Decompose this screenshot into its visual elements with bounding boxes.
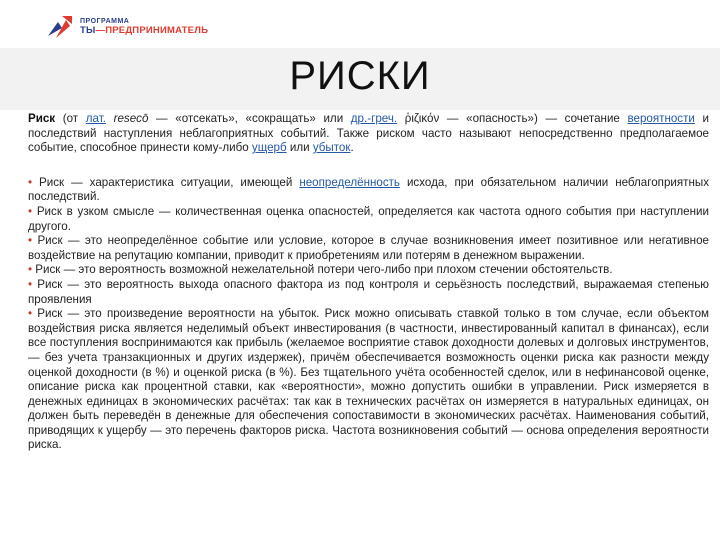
item-term: Риск	[35, 263, 61, 277]
item-text-pre: — характеристика ситуации, имеющей	[64, 175, 300, 189]
uncertainty-link[interactable]: неопределённость	[299, 175, 400, 189]
logo-line1: ПРОГРАММА	[80, 18, 130, 26]
definition-item	[28, 234, 709, 263]
item-text-post: исхода, при обязательном наличии неблагоприятных последствий.	[28, 175, 710, 204]
logo-line2-a: ТЫ	[80, 25, 96, 37]
item-text: — это вероятность выхода опасного фактора из под контроля и серьёзность последствий, выражаемая степенью проявления	[28, 277, 709, 306]
latin-link[interactable]: лат.	[85, 112, 106, 125]
item-term: Риск	[37, 277, 63, 291]
item-term: Риск	[37, 234, 63, 248]
bullet-icon: •	[28, 234, 33, 248]
definition-item	[28, 176, 709, 205]
definition-item	[28, 307, 709, 453]
intro-text-5: и последствий наступления неблагоприятных событий. Также риском часто называют непосредственно предполагаемое событие, способное принести кому-либо	[28, 112, 710, 155]
slide-title: РИСКИ	[289, 54, 431, 98]
greek-link[interactable]: др.-греч.	[350, 112, 398, 125]
intro-text-1: (от	[55, 112, 86, 125]
intro-text-6: или	[286, 141, 313, 155]
intro-text-4: ῥιζικόν — «опасность») — сочетание	[397, 112, 628, 125]
damage-link[interactable]: ущерб	[251, 141, 287, 155]
bullet-icon: •	[28, 263, 33, 277]
header-bar	[0, 0, 720, 50]
program-logo	[44, 12, 208, 42]
item-term: Риск	[39, 175, 65, 189]
intro-text-2	[106, 112, 114, 125]
item-text: — это вероятность возможной нежелательной потери чего-либо при плохом стечении обстоятельств.	[60, 263, 613, 277]
bullet-icon: •	[28, 175, 33, 189]
bullet-icon: •	[28, 277, 33, 291]
slide-body	[28, 112, 709, 453]
probability-link[interactable]: вероятности	[627, 112, 695, 125]
definition-item	[28, 205, 709, 234]
item-term: Риск	[36, 204, 62, 218]
intro-text-3: — «отсекать», «сокращать» или	[148, 112, 351, 125]
intro-paragraph	[28, 112, 709, 156]
intro-term: Риск	[28, 112, 56, 125]
intro-text-7: .	[350, 141, 354, 155]
item-text: — это неопределённое событие или условие, которое в случае возникновения имеет позитивное или негативное воздействие на репутацию компании, приводит к приобретениям или потерям в денежном выражении.	[28, 234, 709, 262]
item-text: в узком смысле — количественная оценка опасностей, определяется как частота одного события при наступлении другого.	[28, 204, 709, 233]
definition-item	[28, 278, 709, 307]
logo-line2-b: —ПРЕДПРИНИМАТЕЛЬ	[95, 25, 209, 37]
logo-arrow-icon	[44, 12, 74, 42]
bullet-icon: •	[28, 307, 33, 321]
item-text: — это произведение вероятности на убыток. Риск можно описывать ставкой только в том случае, если объектом воздействия риска является неделимый объект инвестирования (в частности, инвестированный капитал в финансах), если все поступления воспринимаются как прибыль (желаемое восприятие ставок доходности долевых и долговых инструментов, — без учета транзакционных и других издержек), причём обеспечивается возможность оценки риска как разности между оценкой доходности (в %) и оценкой риска (в %). Без тщательного учёта особенностей сделок, или в нефинансовой оценке, описание риска как процентной ставки, как «вероятности», можно допустить ошибки в управлении. Риск измеряется в денежных единицах в экономических расчётах: так как в технических расчётах он измеряется в натуральных единицах, он должен быть переведён в денежные для обеспечения сопоставимости в экономических расчётах. Наименования событий, приводящих к ущербу — это перечень факторов риска. Частота возникновения событий — основа определения вероятности риска.	[28, 307, 709, 452]
logo-line2	[80, 26, 208, 36]
latin-word: resecō	[113, 112, 149, 125]
bullet-icon: •	[28, 204, 33, 218]
loss-link[interactable]: убыток	[312, 141, 351, 155]
item-term: Риск	[37, 307, 63, 321]
definition-item	[28, 263, 709, 278]
